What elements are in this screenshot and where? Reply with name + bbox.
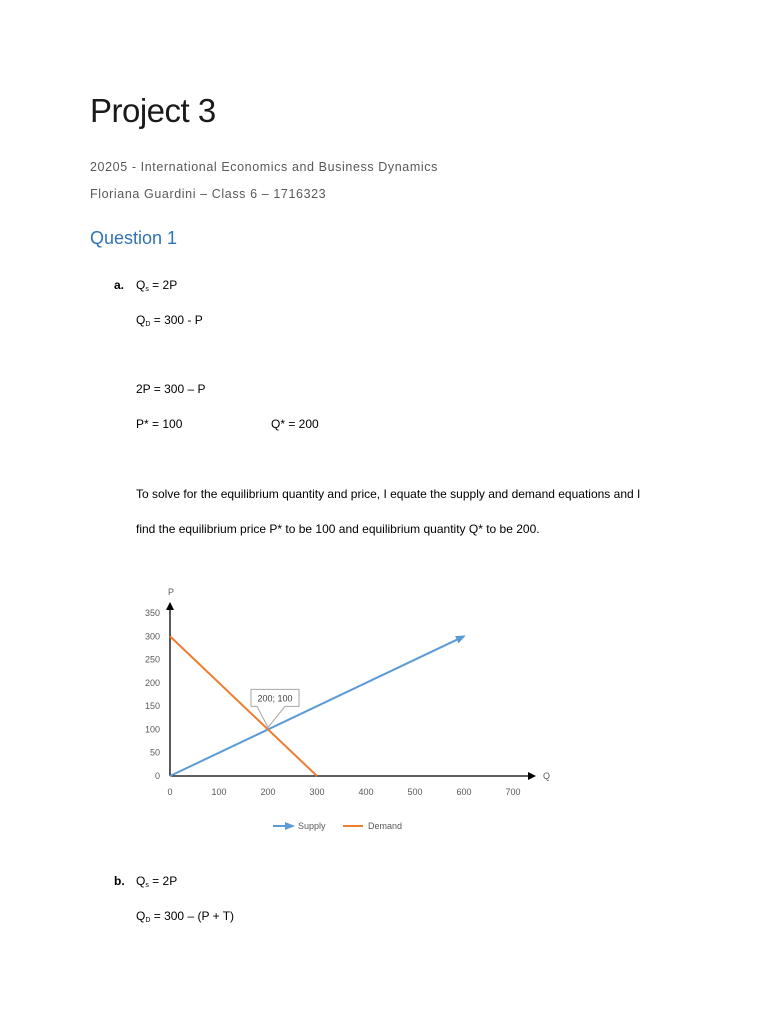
part-a-explanation-line-1: To solve for the equilibrium quantity and price, I equate the supply and demand equations and I bbox=[136, 487, 641, 501]
annotation-label: 200; 100 bbox=[257, 693, 293, 704]
y-tick-label: 0 bbox=[154, 771, 160, 781]
x-axis-label: Q bbox=[543, 771, 550, 781]
course-subtitle: 20205 - International Economics and Business Dynamics bbox=[90, 160, 438, 174]
part-a-p-star: P* = 100 bbox=[136, 417, 183, 431]
y-tick-label: 300 bbox=[144, 631, 160, 642]
x-tick-label: 200 bbox=[260, 787, 276, 797]
legend-label-demand: Demand bbox=[368, 821, 403, 831]
y-tick-label: 250 bbox=[144, 654, 160, 665]
part-b-supply-equation: $Q_s = 2P$ bbox=[136, 874, 178, 889]
x-tick-label: 0 bbox=[167, 787, 173, 797]
question-heading: Question 1 bbox=[90, 228, 178, 248]
part-a-explanation-line-2: find the equilibrium price P* to be 100 and equilibrium quantity Q* to be 200. bbox=[136, 522, 540, 536]
supply-demand-chart bbox=[130, 580, 550, 840]
y-tick-label: 200 bbox=[144, 677, 160, 688]
y-axis-label: P bbox=[167, 587, 175, 597]
x-tick-label: 300 bbox=[309, 787, 325, 797]
x-tick-label: 700 bbox=[505, 787, 521, 797]
series-line-supply bbox=[170, 636, 464, 776]
part-a-demand-equation: $Q_D = 300 - P$ bbox=[136, 313, 203, 328]
part-a-supply-equation: $Q_s = 2P$ bbox=[136, 278, 178, 293]
x-tick-label: 400 bbox=[358, 787, 374, 797]
y-tick-label: 100 bbox=[144, 724, 160, 735]
legend-label-supply: Supply bbox=[298, 821, 326, 831]
x-tick-label: 100 bbox=[211, 787, 227, 797]
part-a-marker: a. bbox=[114, 278, 125, 292]
part-b-demand-equation: $Q_D = 300 - (P + T)$ bbox=[136, 909, 235, 924]
y-tick-label: 50 bbox=[149, 747, 160, 758]
part-b-marker: b. bbox=[114, 874, 125, 888]
x-tick-label: 500 bbox=[407, 787, 423, 797]
y-tick-label: 350 bbox=[144, 608, 160, 618]
part-a-equate-line: 2P = 300 – P bbox=[136, 382, 206, 396]
y-tick-label: 150 bbox=[144, 701, 160, 712]
part-a-q-star: Q* = 200 bbox=[271, 417, 319, 431]
x-tick-label: 600 bbox=[456, 787, 472, 797]
author-subtitle: Floriana Guardini – Class 6 – 1716323 bbox=[90, 187, 327, 201]
page-title: Project 3 bbox=[90, 92, 216, 129]
